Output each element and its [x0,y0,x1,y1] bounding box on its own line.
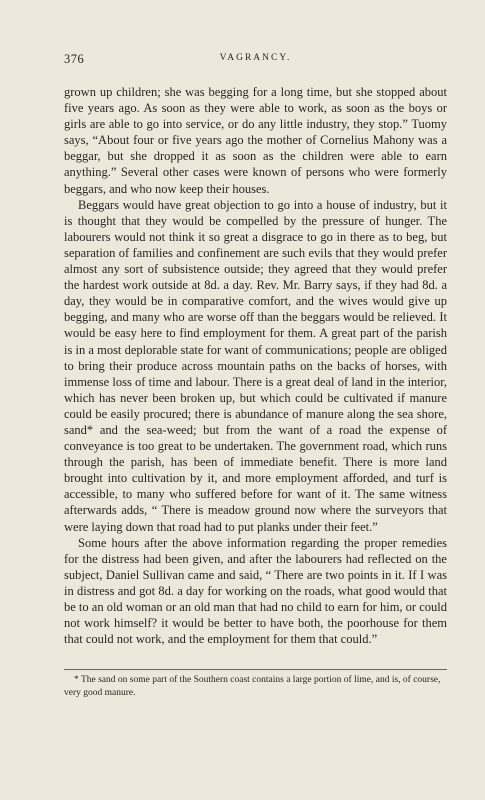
page-number: 376 [64,52,85,66]
paragraph: Beggars would have great objection to go into a house of industry, but it is thought that they would be compelled by the pressure of hunger. The labourers would not think it so great a disgrace to go in there as to beg, but separation of families and confinement are such evils that they would prefer almost any sort of subsistence outside; they agreed that they would prefer the hardest work outside at 8d. a day. Rev. Mr. Barry says, if they had 8d. a day, they would be in comparative comfort, and the wives would give up begging, and many who are worse off than the beggars would be relieved. It would be easy here to find employment for them. A great part of the parish is in a most deplorable state for want of communications; people are obliged to bring their produce across mountain paths on the backs of horses, with immense loss of time and labour. There is a great deal of land in the interior, which has never been broken up, but which could be cultivated if manure could be easily procured; there is abundance of manure along the sea shore, sand* and the sea-weed; but from the want of a road the expense of conveyance is too great to be undertaken. The government road, which runs through the parish, has been of immediate benefit. There is more land brought into cultivation by it, and more employment afforded, and turf is accessible, to many who suffered before for want of it. The same witness afterwards adds, “ There is meadow ground now where the surveyors that were laying down that road had to put planks under their feet.” [64,197,447,534]
page-header [64,52,447,70]
body-text [64,84,447,647]
running-head: VAGRANCY. [219,53,292,63]
paragraph: grown up children; she was begging for a long time, but she stopped about five years ago. As soon as they were able to work, as soon as the boys or girls are able to go into service, or do any little industry, they stop.” Tuomy says, “About four or five years ago the mother of Cornelius Mahony was a beggar, but she dropped it as soon as the children were able to earn anything.” Several other cases were known of persons who were formerly beggars, and who now keep their houses. [64,85,447,196]
footnote-divider [64,669,447,670]
footnote: * The sand on some part of the Southern coast contains a large portion of lime, and is, of course, very good manure. [64,675,441,698]
paragraph: Some hours after the above information regarding the proper remedies for the distress had been given, and after the labourers had reflected on the subject, Daniel Sullivan came and said, “ There are two points in it. If I was in distress and got 8d. a day for working on the roads, what good would that be to an old woman or an old man that had no child to earn for him, or could not work himself? it would be better to have both, the poorhouse for them that could not work, and the employment for them that could.” [64,535,447,647]
